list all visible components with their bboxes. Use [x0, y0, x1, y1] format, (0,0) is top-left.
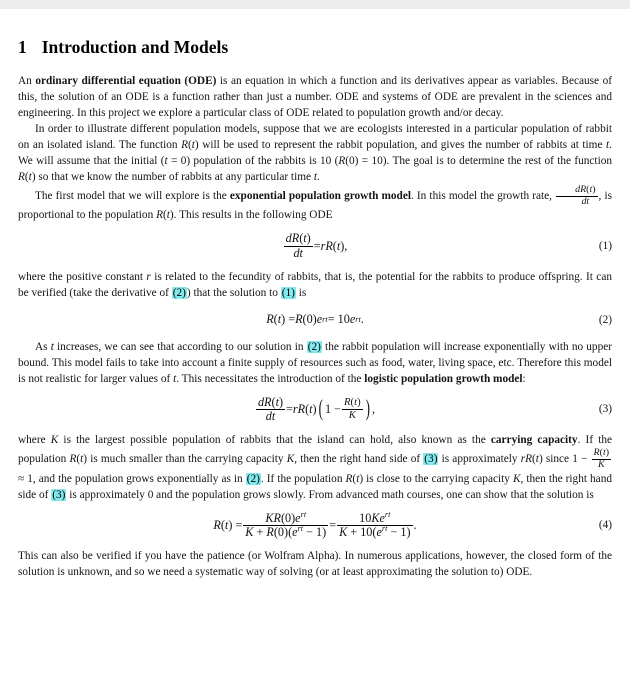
equation-body: R ( t ) = R (0) e rt = 10 e rt .: [266, 312, 364, 327]
math-variable: dR: [285, 231, 300, 246]
big-paren: ): [365, 394, 370, 422]
math-variable: R: [266, 312, 274, 327]
equation-number: (1): [598, 240, 612, 253]
math-variable: t: [356, 472, 360, 485]
display-equation: [18, 509, 612, 539]
math-variable: t: [164, 155, 168, 167]
math-variable: t: [313, 171, 317, 183]
display-equation: [18, 310, 612, 330]
math-superscript: [382, 524, 388, 533]
math-variable: rt: [297, 523, 304, 533]
math-variable: t: [191, 139, 195, 151]
equation-ref-link[interactable]: (3): [52, 488, 66, 501]
equation-ref-link[interactable]: (3): [424, 452, 438, 465]
display-equation: [18, 396, 612, 423]
paragraph: This can also be verified if you have the patience (or Wolfram Alpha). In numerous applications, however, the closed form of the solution is unknown, and so we need a systematic way of solving (or at least approximating the solution to) ODE.: [18, 549, 612, 578]
math-variable: R: [213, 517, 221, 532]
equation-number: (4): [598, 519, 612, 532]
math-variable: dt: [293, 245, 303, 260]
math-fraction: $\frac{R(t)}{K}$: [593, 447, 610, 470]
math-fraction: $\frac{dR(t)}{dt}$: [556, 185, 597, 207]
equation-ref-link[interactable]: (2): [307, 340, 321, 353]
math-variable: R: [593, 447, 600, 459]
math-variable: rt: [381, 523, 388, 533]
equation-number: (3): [598, 403, 612, 416]
bold-term: carrying capacity: [490, 434, 578, 447]
math-variable: e: [376, 524, 382, 539]
math-variable: K: [245, 524, 254, 539]
math-variable: R: [156, 209, 163, 222]
math-variable: R: [295, 312, 303, 327]
math-variable: t: [275, 394, 279, 409]
math-variable: R: [345, 472, 353, 485]
math-variable: K: [50, 434, 59, 447]
math-variable: e: [349, 312, 356, 327]
math-variable: rR: [292, 401, 306, 416]
equation-body: $\frac{dR(t)}{dt}$ = rR ( t ) ( 1 − $\frac{R(t)}{K}$ ) ,: [257, 394, 376, 423]
math-variable: R: [266, 524, 274, 539]
math-superscript: [298, 524, 304, 533]
math-variable: K: [512, 472, 521, 485]
math-superscript: [301, 510, 307, 519]
math-variable: r: [146, 270, 151, 283]
math-variable: dR: [257, 394, 272, 409]
math-fraction: $\frac{10Ke^{rt}}{K + 10(e^{rt} - 1)}$: [339, 509, 411, 539]
section-heading: [18, 37, 612, 58]
equation-body: R ( t ) = $\frac{KR(0)e^{rt}}{K + R(0)(e^{rt} - 1)}$ = $\frac{10Ke^{rt}}{K + 10(e^{rt} - 1)}$ .: [213, 509, 417, 539]
math-variable: KR: [265, 510, 281, 525]
math-variable: t: [535, 452, 539, 465]
paragraph: As t increases, we can see that according to our solution in (2) the rabbit population will increase exponentially with no upper bound. This model fails to take into account a finite supply of resources such as food, water, living space, etc. Therefore this model is not realistic for larger values of t. This necessitates the introduction of the logistic population growth model:: [18, 340, 613, 385]
math-variable: t: [28, 171, 32, 183]
bold-term: exponential population growth model: [229, 189, 411, 202]
equation-number: (2): [598, 313, 612, 326]
math-variable: K: [339, 524, 348, 539]
math-variable: Ke: [371, 510, 385, 525]
paragraph: The first model that we will explore is the exponential population growth model. In this model the growth rate, $\frac{dR(t)}{dt}$ , is proportional to the population R(t). This results in the following ODE: [18, 184, 612, 222]
math-variable: t: [303, 231, 307, 246]
section-title: Introduction and Models: [41, 37, 229, 57]
math-variable: rt: [384, 509, 391, 519]
math-variable: K: [597, 458, 605, 470]
math-variable: R: [343, 396, 351, 409]
math-variable: e: [295, 510, 301, 525]
math-variable: rt: [300, 509, 307, 519]
math-variable: K: [286, 452, 295, 465]
document-page: [0, 9, 630, 590]
paragraph: An ordinary differential equation (ODE) is an equation in which a function and its derivatives appear as variables. Because of this, the solution of an ODE is a function rather than just a number. ODE and systems of ODE are prevalent in the sciences and engineering. In this project we explore a particular class of ODE related to population growth and/or decay.: [18, 75, 612, 119]
equation-ref-link[interactable]: (1): [281, 286, 295, 299]
math-variable: t: [80, 452, 84, 465]
math-variable: t: [277, 312, 282, 327]
math-fraction: $\frac{dR(t)}{dt}$: [285, 231, 311, 260]
math-variable: t: [50, 340, 54, 353]
math-variable: rt: [355, 314, 361, 324]
math-variable: e: [292, 524, 298, 539]
paragraph: where K is the largest possible population of rabbits that the island can hold, also known as the carrying capacity. If the population R(t) is much smaller than the carrying capacity K, then the right hand side of (3) is approximately rR(t) since 1 − $\frac{R(t)}{K}$ ≈ 1, and the population grows exponentially as in (2). If the population R(t) is close to the carrying capacity K, then the right hand side of (3) is approximately 0 and the population grows slowly. From advanced math courses, one can show that the solution is: [18, 434, 613, 501]
section-number: 1: [18, 37, 27, 57]
math-variable: K: [348, 408, 356, 421]
viewer-page-gap: [0, 0, 630, 9]
math-variable: t: [336, 238, 341, 253]
equation-ref-link[interactable]: (2): [246, 472, 260, 485]
math-variable: dt: [265, 408, 276, 423]
bold-term: ordinary differential equation (ODE): [35, 75, 217, 87]
math-variable: dR: [575, 184, 587, 195]
equation-ref-link[interactable]: (2): [172, 286, 186, 299]
paragraph: In order to illustrate different population models, suppose that we are ecologists interested in a particular population of rabbit on an isolated island. The function R(t) will be used to represent the rabbit population, and gives the number of rabbits at time t. We will assume that the initial (t = 0) population of the rabbits is 10 (R(0) = 10). The goal is to determine the rest of the function R(t) so that we know the number of rabbits at any particular time t.: [18, 123, 613, 183]
math-variable: t: [173, 372, 177, 385]
math-variable: t: [166, 209, 170, 222]
math-variable: rt: [322, 314, 328, 324]
math-superscript: [385, 510, 391, 519]
math-variable: t: [606, 139, 610, 151]
math-variable: rR: [320, 238, 333, 253]
math-variable: R: [338, 155, 346, 167]
math-variable: t: [602, 447, 606, 459]
math-variable: e: [316, 312, 323, 327]
math-fraction: $\frac{dR(t)}{dt}$: [257, 394, 284, 423]
big-paren: (: [318, 394, 323, 422]
math-variable: R: [69, 452, 77, 465]
math-fraction: $\frac{KR(0)e^{rt}}{K + R(0)(e^{rt} - 1)}$: [245, 509, 327, 539]
math-variable: R: [18, 171, 25, 183]
bold-term: logistic population growth model: [364, 372, 523, 385]
document-content: [18, 73, 612, 580]
math-variable: t: [354, 396, 358, 409]
display-equation: [18, 232, 612, 259]
paragraph: where the positive constant r is related to the fecundity of rabbits, that is, the potential for the rabbits to produce offspring. It can be verified (take the derivative of (2)) that the solution to (1) is: [18, 270, 612, 299]
math-variable: t: [224, 517, 229, 532]
math-variable: t: [589, 184, 593, 195]
math-variable: R: [181, 139, 189, 151]
math-fraction: $\frac{R(t)}{K}$: [343, 396, 361, 421]
equation-body: $\frac{dR(t)}{dt}$ = rR ( t ),: [285, 231, 348, 260]
math-variable: t: [309, 401, 313, 416]
math-variable: dt: [581, 195, 590, 207]
math-variable: rR: [520, 452, 533, 465]
